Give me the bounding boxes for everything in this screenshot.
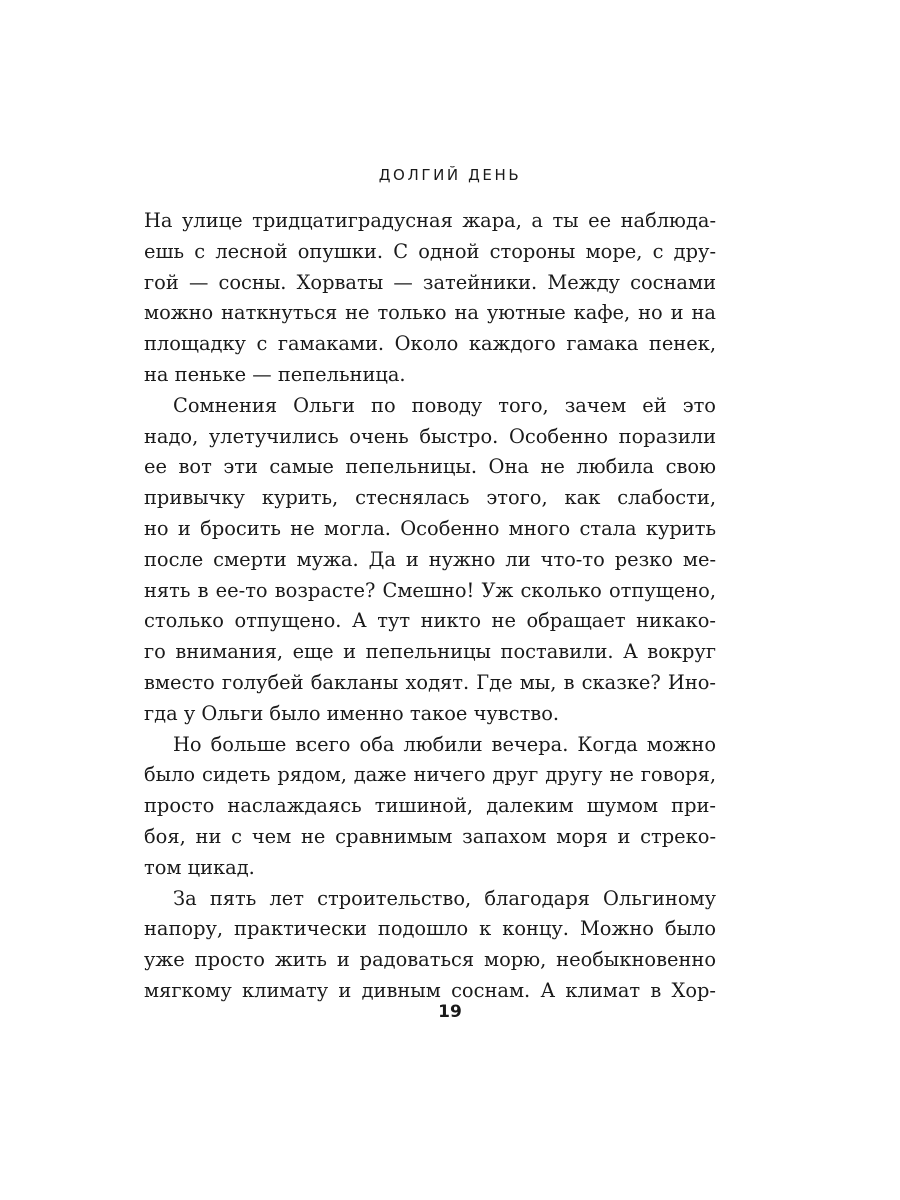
text-line: уже просто жить и радоваться морю, необыкновенно	[144, 948, 716, 972]
page-number: 19	[438, 1002, 462, 1022]
running-head: ДОЛГИЙ ДЕНЬ	[378, 166, 522, 184]
paragraph-1	[144, 206, 716, 391]
text-line: гда у Ольги было именно такое чувство.	[144, 701, 560, 725]
paragraph-2	[144, 391, 716, 730]
text-line: Но больше всего оба любили вечера. Когда можно	[173, 732, 716, 756]
text-line: мягкому климату и дивным соснам. А климат в Хор-	[144, 978, 716, 1002]
paragraph-3	[144, 730, 716, 884]
text-line: вместо голубей бакланы ходят. Где мы, в сказке? Ино-	[144, 670, 716, 694]
text-line: боя, ни с чем не сравнимым запахом моря и стреко-	[144, 824, 716, 848]
text-line: ее вот эти самые пепельницы. Она не любила свою	[144, 455, 716, 479]
text-line: За пять лет строительство, благодаря Ольгиному	[173, 886, 716, 910]
text-line: нять в ее-то возрасте? Смешно! Уж сколько отпущено,	[144, 578, 716, 602]
text-line: но и бросить не могла. Особенно много стала курить	[144, 516, 716, 540]
text-line: привычку курить, стеснялась этого, как слабости,	[144, 486, 716, 510]
text-line: было сидеть рядом, даже ничего друг другу не говоря,	[144, 763, 716, 787]
text-line: после смерти мужа. Да и нужно ли что-то резко ме-	[144, 547, 716, 571]
text-line: можно наткнуться не только на уютные кафе, но и на	[144, 301, 716, 325]
paragraph-4	[144, 884, 716, 1007]
body-text	[144, 206, 716, 1007]
text-line: го внимания, еще и пепельницы поставили. А вокруг	[144, 640, 716, 664]
text-line: Сомнения Ольги по поводу того, зачем ей это	[173, 393, 716, 417]
text-line: на пеньке — пепельница.	[144, 362, 406, 386]
text-line: напору, практически подошло к концу. Можно было	[144, 917, 716, 941]
text-line: гой — сосны. Хорваты — затейники. Между соснами	[144, 270, 716, 294]
text-line: просто наслаждаясь тишиной, далеким шумом при-	[144, 794, 716, 818]
text-line: столько отпущено. А тут никто не обращает никако-	[144, 609, 716, 633]
text-line: том цикад.	[144, 855, 255, 879]
text-line: надо, улетучились очень быстро. Особенно поразили	[144, 424, 716, 448]
text-line: ешь с лесной опушки. С одной стороны море, с дру-	[144, 239, 716, 263]
text-line: площадку с гамаками. Около каждого гамака пенек,	[144, 332, 716, 356]
text-line: На улице тридцатиградусная жара, а ты ее наблюда-	[144, 209, 716, 232]
